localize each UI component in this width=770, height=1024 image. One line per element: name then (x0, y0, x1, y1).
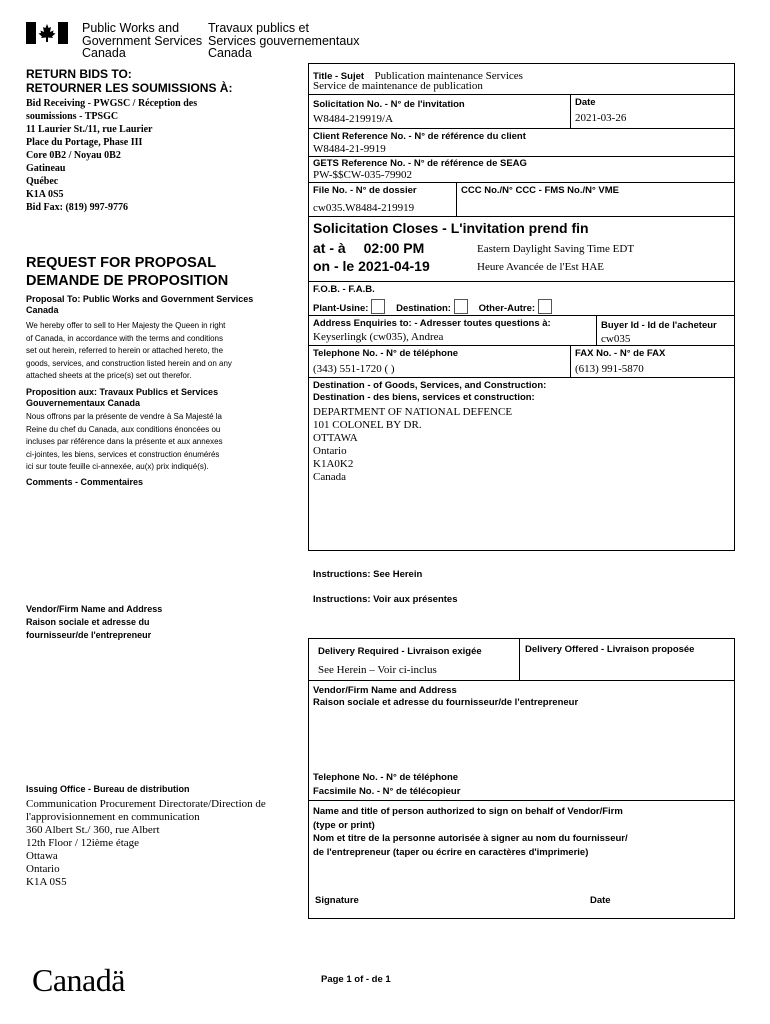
title-field: Title - Sujet Publication maintenance Services (313, 70, 523, 82)
department-name-fr: Travaux publics et Services gouvernementaux Canada (208, 21, 360, 60)
authorized-person-field[interactable] (313, 862, 731, 888)
client-ref-value: W8484-21-9919 (313, 143, 386, 155)
fax-value: (613) 991-5870 (575, 363, 644, 375)
solicitation-value: W8484-219919/A (313, 113, 394, 125)
solicitation-closes-title: Solicitation Closes - L'invitation prend fin (313, 220, 589, 236)
file-no-label: File No. - N° de dossier (313, 185, 417, 196)
proposition-text: Nous offrons par la présente de vendre à Sa Majesté la Reine du chef du Canada, aux conditions énoncées ou incluses par référence dans la présente et aux annexes ci-jointes, les biens, services et construction énumérés ici sur toute feuille ci-annexée, au(x) prix indiqué(s). (26, 412, 223, 472)
address-enquiries-value: Keyserlingk (cw035), Andrea (313, 331, 444, 343)
timezone-fr: Heure Avancée de l'Est HAE (477, 261, 605, 273)
vendor-tel-fax-label: Telephone No. - N° de téléphone Facsimile No. - N° de télécopieur (313, 772, 461, 797)
address-enquiries-label: Address Enquiries to: - Adresser toutes questions à: (313, 318, 551, 329)
gets-ref-value: PW-$$CW-035-79902 (313, 169, 412, 181)
comments-label: Comments - Commentaires (26, 477, 144, 487)
left-vendor-label: Vendor/Firm Name and Address Raison sociale et adresse du fournisseur/de l'entrepreneur (26, 604, 163, 640)
vendor-name-address-label: Vendor/Firm Name and Address Raison sociale et adresse du fournisseur/de l'entrepreneur (313, 685, 579, 708)
other-autre-checkbox[interactable] (538, 299, 552, 314)
solicitation-label: Solicitation No. - N° de l'invitation (313, 99, 465, 110)
date-label: Date (575, 97, 596, 108)
buyer-id-label: Buyer Id - Id de l'acheteur (601, 320, 717, 331)
fob-options: Plant-Usine: Destination: Other-Autre: (313, 299, 560, 315)
fob-label: F.O.B. - F.A.B. (313, 284, 375, 295)
closing-time: at - à 02:00 PM (313, 240, 425, 256)
vendor-name-address-field[interactable] (313, 712, 731, 768)
buyer-id-value: cw035 (601, 333, 631, 345)
ccc-no-label: CCC No./N° CCC - FMS No./N° VME (461, 185, 620, 196)
client-ref-label: Client Reference No. - N° de référence du client (313, 131, 526, 142)
destination-goods-address: DEPARTMENT OF NATIONAL DEFENCE 101 COLONEL BY DR. OTTAWA Ontario K1A0K2 Canada (313, 406, 513, 483)
proposal-to-text: We hereby offer to sell to Her Majesty the Queen in right of Canada, in accordance with the terms and conditions set out herein, referred to herein or attached hereto, the goods, services, and construction listed herein and on any attached sheets at the price(s) set out therefor. (26, 321, 232, 381)
delivery-required-label: Delivery Required - Livraison exigée (318, 646, 482, 657)
delivery-offered-label: Delivery Offered - Livraison proposée (525, 644, 695, 655)
canada-wordmark-logo: Canadä (32, 962, 125, 998)
page-number: Page 1 of - de 1 (321, 974, 391, 985)
proposal-to-label: Proposal To: Public Works and Government Services Canada (26, 294, 254, 315)
destination-goods-label: Destination - of Goods, Services, and Construction: Destination - des biens, services et construction: (313, 380, 547, 403)
issuing-office-address: Communication Procurement Directorate/Direction de l'approvisionnement en communication 360 Albert St./ 360, rue Albert 12th Floor / 12ième étage Ottawa Ontario K1A 0S5 (26, 798, 266, 888)
rfp-title: REQUEST FOR PROPOSAL DEMANDE DE PROPOSITION (26, 255, 229, 289)
timezone-en: Eastern Daylight Saving Time EDT (477, 243, 635, 255)
file-no-value: cw035.W8484-219919 (313, 202, 415, 214)
signature-date-label: Date (590, 895, 611, 906)
delivery-required-value: See Herein – Voir ci-inclus (318, 664, 437, 676)
telephone-value: (343) 551-1720 ( ) (313, 363, 395, 375)
department-name-en: Public Works and Government Services Canada (82, 21, 203, 60)
gets-ref-label: GETS Reference No. - N° de référence de SEAG (313, 158, 527, 169)
date-value: 2021-03-26 (575, 112, 627, 124)
signature-label: Signature (315, 895, 359, 906)
title-value-fr: Service de maintenance de publication (313, 80, 483, 92)
destination-checkbox[interactable] (454, 299, 468, 314)
canada-flag-icon (26, 22, 68, 44)
fax-label: FAX No. - N° de FAX (575, 348, 666, 359)
plant-usine-checkbox[interactable] (371, 299, 385, 314)
return-bids-title: RETURN BIDS TO: RETOURNER LES SOUMISSIONS À: (26, 67, 233, 95)
issuing-office-label: Issuing Office - Bureau de distribution (26, 784, 190, 794)
proposition-label: Proposition aux: Travaux Publics et Services Gouvernementaux Canada (26, 387, 219, 408)
instructions-en: Instructions: See Herein (313, 569, 423, 580)
telephone-label: Telephone No. - N° de téléphone (313, 348, 459, 359)
closing-date: on - le 2021-04-19 (313, 258, 430, 274)
instructions-fr: Instructions: Voir aux présentes (313, 594, 458, 605)
authorized-person-label: Name and title of person authorized to sign on behalf of Vendor/Firm (type or print) Nom et titre de la personne autorisée à signer au nom du fournisseur/ de l'entrepreneur (taper ou écrire en caractères d'imprimerie) (313, 806, 628, 858)
return-address: Bid Receiving - PWGSC / Réception des soumissions - TPSGC 11 Laurier St./11, rue Laurier Place du Portage, Phase III Core 0B2 / Noyau 0B2 Gatineau Québec K1A 0S5 Bid Fax: (819) 997-9776 (26, 98, 198, 213)
